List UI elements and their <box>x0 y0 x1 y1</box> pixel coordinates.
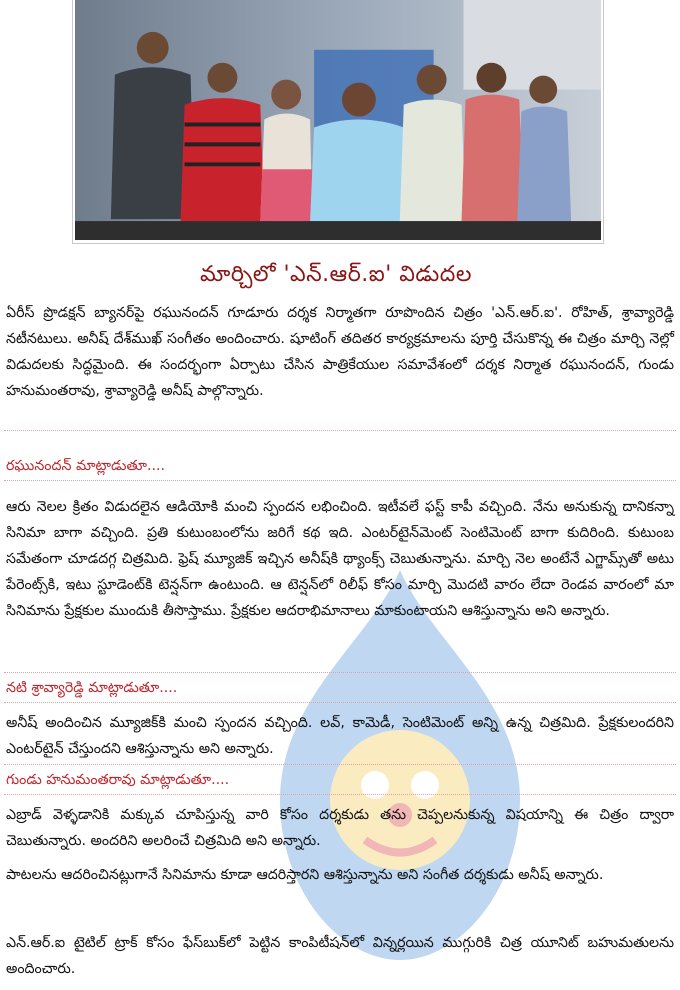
article-paragraph-intro: ఏరీస్ ప్రొడక్షన్ బ్యానర్‌పై రఘునందన్ గూడూరు దర్శక నిర్మాతగా రూపొందిన చిత్రం 'ఎన్.ఆర్.ఐ'. రోహిత్, శ్రావ్యారెడ్డి నటీనటులు. అనీష్ దేశ్‌ముఖ్ సంగీతం అందించారు. షూటింగ్ తదితర కార్యక్రమాలను పూర్తి చేసుకొన్న ఈ చిత్రం మార్చి నెల్లో విడుదలకు సిద్ధమైంది. ఈ సందర్భంగా ఏర్పాటు చేసిన పాత్రికేయుల సమావేశంలో దర్శక నిర్మాత రఘునందన్, గుండు హనుమంతరావు, శ్రావ్యారెడ్డి అనీష్ పాల్గొన్నారు. <box>6 305 674 399</box>
article-headline: మార్చిలో 'ఎన్.ఆర్.ఐ' విడుదల <box>200 262 472 287</box>
watermark-logo <box>250 560 550 990</box>
article-paragraph-prizes: ఎన్.ఆర్.ఐ టైటిల్ ట్రాక్ కోసం ఫేస్‌బుక్‌లో పెట్టిన కాంపిటీషన్‌లో విన్నర్లయిన ముగ్గురికి చిత్ర యూనిట్ బహుమతులను అందించారు. <box>6 935 674 977</box>
subheading-raghunandan: రఘునందన్ మాట్లాడుతూ.... <box>6 458 166 474</box>
section-divider <box>4 702 676 703</box>
article-paragraph-raghunandan: ఆరు నెలల క్రితం విడుదలైన ఆడియోకి మంచి స్పందన లభించింది. ఇటీవలే ఫస్ట్ కాపీ వచ్చింది. నేను అనుకున్న దానికన్నా సినిమా బాగా వచ్చింది. ప్రతి కుటుంబంలోను జరిగే కథ ఇది. ఎంటర్‌టైన్‌మెంట్ సెంటిమెంట్ బాగా కుదిరింది. కుటుంబ సమేతంగా చూడదగ్గ చిత్రమిది. ఫ్రెష్ మ్యూజిక్ ఇచ్చిన అనీష్‌కి థ్యాంక్స్ చెబుతున్నాను. మార్చి నెల అంటేనే ఎగ్జామ్స్‌తో అటు పేరెంట్స్‌కి, ఇటు స్టూడెంట్‌కి టెన్షన్‌గా ఉంటుంది. ఆ టెన్షన్‌లో రిలీఫ్ కోసం మార్చి మొదటి వారం లేదా రెండవ వారంలో మా సినిమాను ప్రేక్షకుల ముందుకి తీసొస్తాము. ప్రేక్షకుల ఆదరాభిమానాలు మాకుంటాయని ఆశిస్తున్నాను అని అన్నారు. <box>6 499 674 619</box>
section-divider <box>4 672 676 673</box>
subheading-sravya-reddy: నటి శ్రావ్యారెడ్డి మాట్లాడుతూ.... <box>6 680 178 696</box>
section-divider <box>4 430 676 431</box>
section-divider <box>4 794 676 795</box>
subheading-gundu-hanumantha-rao: గుండు హనుమంతరావు మాట్లాడుతూ.... <box>6 772 230 788</box>
article-paragraph-hanumantha-rao: ఎబ్రాడ్ వెళ్ళడానికి మక్కువ చూపిస్తున్న వారి కోసం దర్శకుడు తను చెప్పలనుకున్న విషయాన్ని ఈ చిత్రం ద్వారా చెబుతున్నారు. అందరిని అలరించే చిత్రమిది అని అన్నారు. <box>6 807 674 849</box>
article-paragraph-sravya: అనీష్ అందించిన మ్యూజిక్‌కి మంచి స్పందన వచ్చింది. లవ్, కామెడీ, సెంటిమెంట్ అన్ని ఉన్న చిత్రమిది. ప్రేక్షకులందరిని ఎంటర్‌టైన్ చేస్తుందని ఆశిస్తున్నాను అని అన్నారు. <box>6 715 674 757</box>
section-divider <box>4 764 676 765</box>
section-divider <box>4 480 676 481</box>
press-meet-photo <box>72 0 604 244</box>
group-photo-image <box>75 0 601 240</box>
article-paragraph-aneesh: పాటలను ఆదరించినట్లుగానే సినిమాను కూడా ఆదరిస్తారని ఆశిస్తున్నాను అని సంగీత దర్శకుడు అనీష్ అన్నారు. <box>6 867 604 883</box>
